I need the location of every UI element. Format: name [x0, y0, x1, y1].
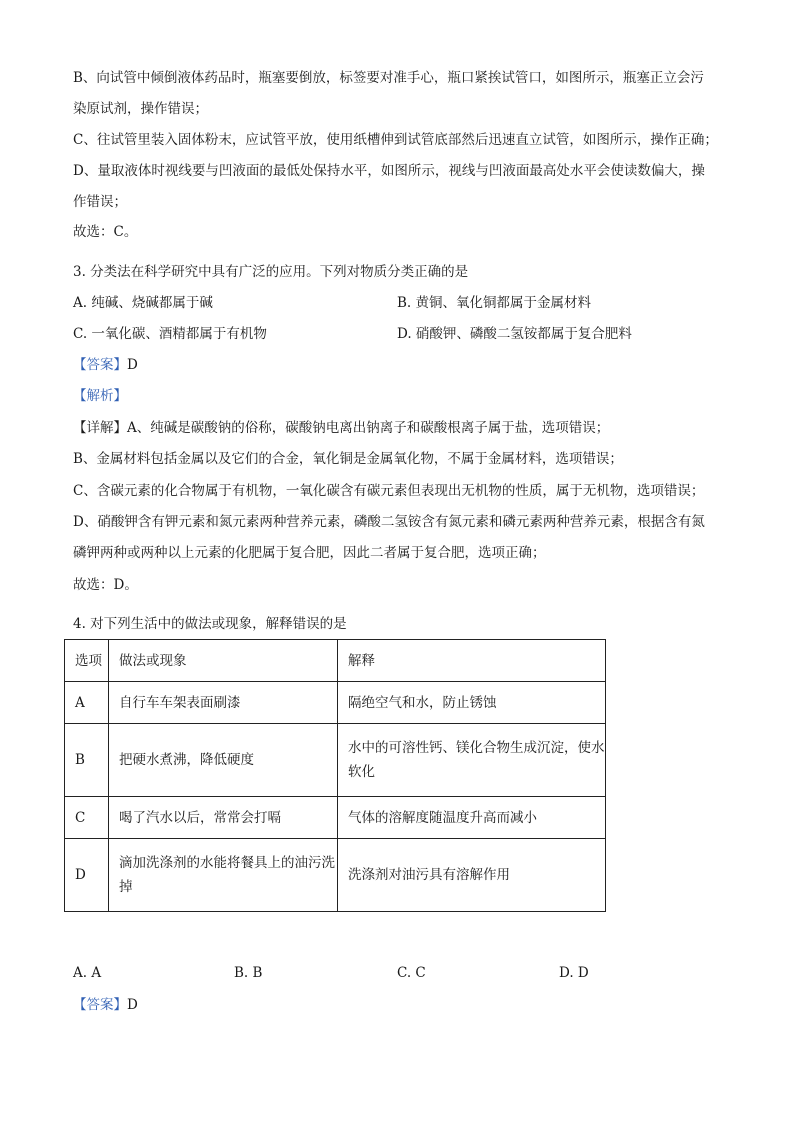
q3-answer-label: 【答案】 — [73, 357, 127, 373]
q3-answer-value: D — [127, 357, 138, 373]
q4-row-a-option: A — [65, 682, 109, 724]
q4-option-a: A. A — [73, 965, 102, 981]
q3-answer — [73, 355, 733, 375]
q3-detail-a — [73, 418, 733, 438]
q4-row-d-option: D — [65, 839, 109, 912]
q3-conclusion: 故选：D。 — [73, 577, 138, 593]
q4-option-c: C. C — [397, 965, 426, 981]
table-row — [65, 797, 606, 839]
q2-conclusion: 故选：C。 — [73, 224, 138, 240]
q3-detail-c: C、含碳元素的化合物属于有机物，一氧化碳含有碳元素但表现出无机物的性质，属于无机物，选项错误； — [73, 483, 705, 499]
table-row — [65, 724, 606, 797]
q4-table — [64, 639, 606, 912]
q3-detail-d1: D、硝酸钾含有钾元素和氮元素两种营养元素，磷酸二氢铵含有氮元素和磷元素两种营养元素，根据含有氮 — [73, 514, 705, 530]
q3-detail-b: B、金属材料包括金属以及它们的合金，氧化铜是金属氧化物，不属于金属材料，选项错误； — [73, 451, 623, 467]
q3-option-c: C. 一氧化碳、酒精都属于有机物 — [73, 326, 267, 342]
q3-analysis-label: 【解析】 — [73, 388, 127, 404]
q4-row-c-practice: 喝了汽水以后，常常会打嗝 — [109, 797, 338, 839]
q3-option-b: B. 黄铜、氧化铜都属于金属材料 — [397, 295, 592, 311]
q2-explanation-b-line1: B、向试管中倾倒液体药品时，瓶塞要倒放，标签要对准手心，瓶口紧挨试管口，如图所示，瓶塞正立会污 — [73, 70, 704, 86]
q4-row-b-option: B — [65, 724, 109, 797]
q4-row-b-practice: 把硬水煮沸，降低硬度 — [109, 724, 338, 797]
q4-answer — [73, 995, 733, 1015]
q4-row-a-explain: 隔绝空气和水，防止锈蚀 — [338, 682, 606, 724]
table-row — [65, 839, 606, 912]
q2-explanation-c-line: C、往试管里装入固体粉末，应试管平放，使用纸槽伸到试管底部然后迅速直立试管，如图所示，操作正确； — [73, 132, 718, 148]
q4-row-a-practice: 自行车车架表面刷漆 — [109, 682, 338, 724]
q2-explanation-d-line2: 作错误； — [73, 194, 127, 210]
q4-stem: 4. 对下列生活中的做法或现象，解释错误的是 — [73, 616, 347, 632]
q4-header-practice: 做法或现象 — [109, 640, 338, 682]
q4-row-d-explain: 洗涤剂对油污具有溶解作用 — [338, 839, 606, 912]
q4-row-d-practice: 滴加洗涤剂的水能将餐具上的油污洗掉 — [109, 839, 338, 912]
q4-answer-value: D — [127, 997, 138, 1013]
q4-option-b: B. B — [234, 965, 263, 981]
q4-option-d: D. D — [559, 965, 589, 981]
q3-option-d: D. 硝酸钾、磷酸二氢铵都属于复合肥料 — [397, 326, 632, 342]
q4-answer-label: 【答案】 — [73, 997, 127, 1013]
q3-stem: 3. 分类法在科学研究中具有广泛的应用。下列对物质分类正确的是 — [73, 264, 469, 280]
q2-explanation-b-line2: 染原试剂，操作错误； — [73, 101, 208, 117]
q3-detail-d2: 磷钾两种或两种以上元素的化肥属于复合肥，因此二者属于复合肥，选项正确； — [73, 545, 546, 561]
q4-row-b-explain: 水中的可溶性钙、镁化合物生成沉淀，使水软化 — [338, 724, 606, 797]
q4-table-header-row — [65, 640, 606, 682]
table-row — [65, 682, 606, 724]
q4-row-c-explain: 气体的溶解度随温度升高而减小 — [338, 797, 606, 839]
q4-header-explain: 解释 — [338, 640, 606, 682]
q2-explanation-d-line1: D、量取液体时视线要与凹液面的最低处保持水平，如图所示，视线与凹液面最高处水平会使读数偏大，操 — [73, 163, 705, 179]
q3-option-a: A. 纯碱、烧碱都属于碱 — [73, 295, 213, 311]
q3-detail-a-text: A、纯碱是碳酸钠的俗称，碳酸钠电离出钠离子和碳酸根离子属于盐，选项错误； — [127, 420, 610, 436]
q4-row-c-option: C — [65, 797, 109, 839]
q4-header-option: 选项 — [65, 640, 109, 682]
q3-detail-label: 【详解】 — [73, 420, 127, 436]
